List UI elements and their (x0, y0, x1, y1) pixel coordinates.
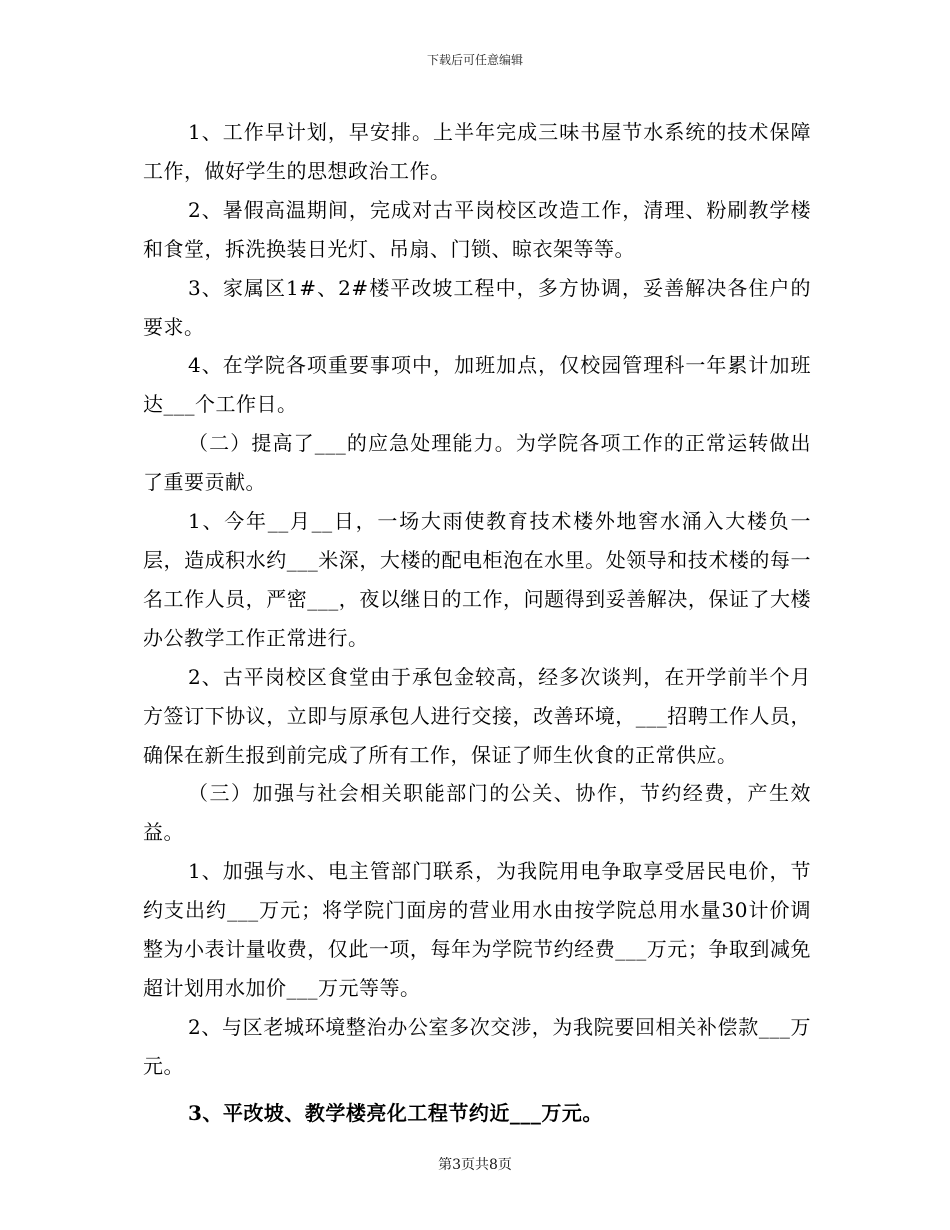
paragraph-6: 2、古平岗校区食堂由于承包金较高，经多次谈判，在开学前半个月方签订下协议，立即与原承包人进行交接，改善环境，___招聘工作人员，确保在新生报到前完成了所有工作，保证了师生伙食的正常供应。 (143, 664, 811, 767)
section-heading-2: （二）提高了___的应急处理能力。为学院各项工作的正常运转做出了重要贡献。 (143, 431, 811, 495)
paragraph-8: 2、与区老城环境整治办公室多次交涉，为我院要回相关补偿款___万元。 (143, 1014, 811, 1078)
paragraph-5: 1、今年__月__日，一场大雨使教育技术楼外地窖水涌入大楼负一层，造成积水约___米深，大楼的配电柜泡在水里。处领导和技术楼的每一名工作人员，严密___，夜以继日的工作，问题得到妥善解决，保证了大楼办公教学工作正常进行。 (143, 509, 811, 650)
paragraph-7: 1、加强与水、电主管部门联系，为我院用电争取享受居民电价，节约支出约___万元；将学院门面房的营业用水由按学院总用水量30计价调整为小表计量收费，仅此一项，每年为学院节约经费___万元；争取到减免超计划用水加价___万元等等。 (143, 859, 811, 1000)
paragraph-2: 2、暑假高温期间，完成对古平岗校区改造工作，清理、粉刷教学楼和食堂，拆洗换装日光灯、吊扇、门锁、晾衣架等等。 (143, 197, 811, 261)
section-heading-3: （三）加强与社会相关职能部门的公关、协作，节约经费，产生效益。 (143, 781, 811, 845)
bold-heading: 3、平改坡、教学楼亮化工程节约近___万元。 (188, 1100, 603, 1125)
document-body (143, 113, 811, 1133)
paragraph-1: 1、工作早计划，早安排。上半年完成三味书屋节水系统的技术保障工作，做好学生的思想政治工作。 (143, 120, 811, 183)
paragraph-4: 4、在学院各项重要事项中，加班加点，仅校园管理科一年累计加班达___个工作日。 (143, 353, 811, 417)
page-footer-number: 第3页共8页 (438, 1157, 512, 1173)
page-header-note: 下载后可任意编辑 (426, 53, 523, 67)
paragraph-3: 3、家属区1#、2#楼平改坡工程中，多方协调，妥善解决各住户的要求。 (143, 275, 811, 339)
